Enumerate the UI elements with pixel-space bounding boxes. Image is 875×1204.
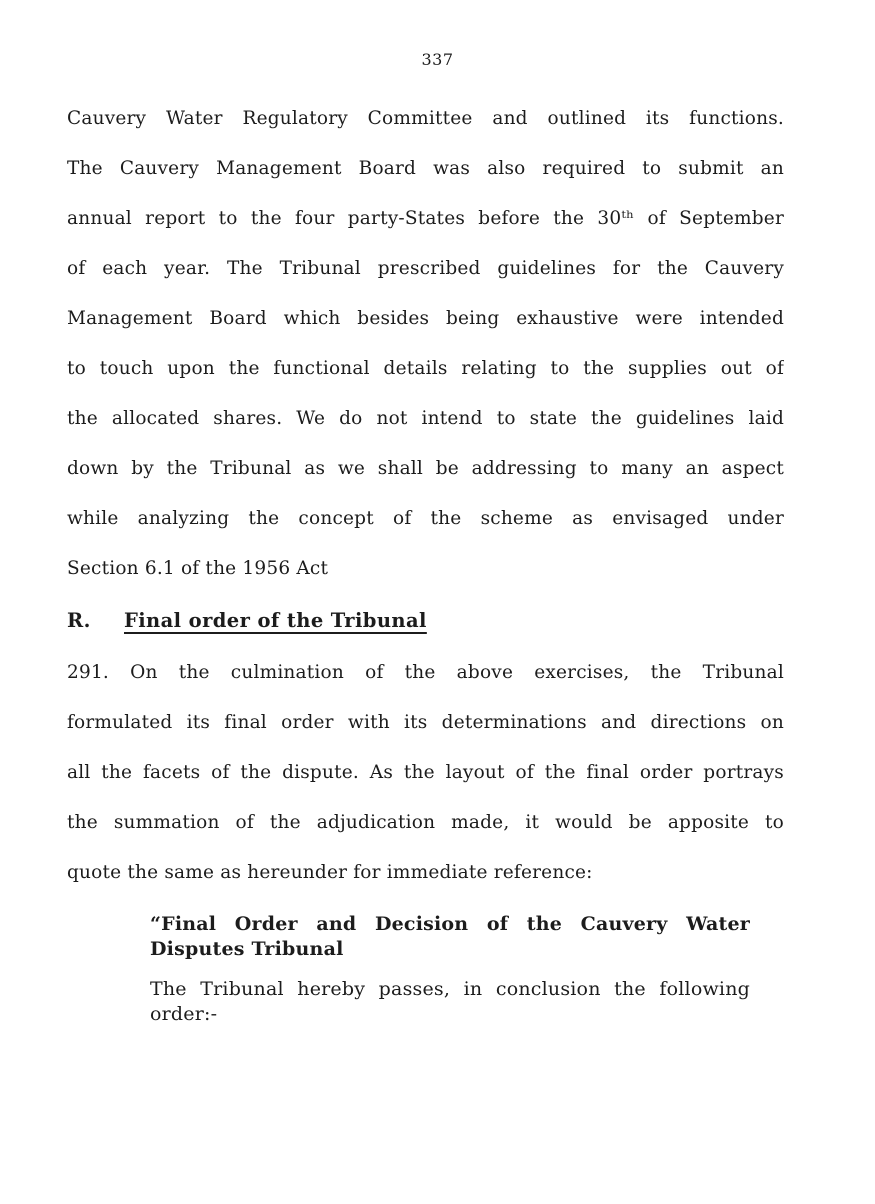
quote-heading-line: Disputes Tribunal [150, 938, 344, 960]
paragraph-291 [67, 648, 784, 898]
body-text-line: formulated its final order with its determinations and directions on [67, 712, 784, 733]
body-text-line: of each year. The Tribunal prescribed guidelines for the Cauvery [67, 258, 784, 279]
body-text-line: the summation of the adjudication made, it would be apposite to [67, 812, 784, 833]
body-text-line: 291. On the culmination of the above exercises, the Tribunal [67, 662, 784, 683]
intro-paragraph [67, 94, 784, 594]
body-text-line: Section 6.1 of the 1956 Act [67, 558, 329, 579]
quote-block [150, 912, 750, 1027]
body-text-line: while analyzing the concept of the scheme as envisaged under [67, 508, 784, 529]
body-text-line: down by the Tribunal as we shall be addressing to many an aspect [67, 458, 784, 479]
quote-heading [150, 912, 750, 962]
quote-body-line: The Tribunal hereby passes, in conclusion the following [150, 978, 750, 1000]
quote-heading-line: “Final Order and Decision of the Cauvery Water [150, 913, 750, 935]
page-body [67, 94, 784, 1027]
body-text-line: Cauvery Water Regulatory Committee and outlined its functions. [67, 108, 784, 129]
body-text-line: Management Board which besides being exhaustive were intended [67, 308, 784, 329]
body-text-line: all the facets of the dispute. As the layout of the final order portrays [67, 762, 784, 783]
body-text-line: the allocated shares. We do not intend to state the guidelines laid [67, 408, 784, 429]
quote-body-line: order:- [150, 1003, 218, 1025]
section-heading [67, 606, 784, 636]
section-title: Final order of the Tribunal [124, 609, 427, 632]
section-letter: R. [67, 609, 91, 632]
quote-body [150, 977, 750, 1027]
page-number: 337 [421, 50, 454, 69]
body-text-line: The Cauvery Management Board was also required to submit an [67, 158, 784, 179]
body-text-line: to touch upon the functional details relating to the supplies out of [67, 358, 784, 379]
body-text-line: annual report to the four party-States before the 30ᵗʰ of September [67, 208, 784, 229]
body-text-line: quote the same as hereunder for immediate reference: [67, 862, 593, 883]
